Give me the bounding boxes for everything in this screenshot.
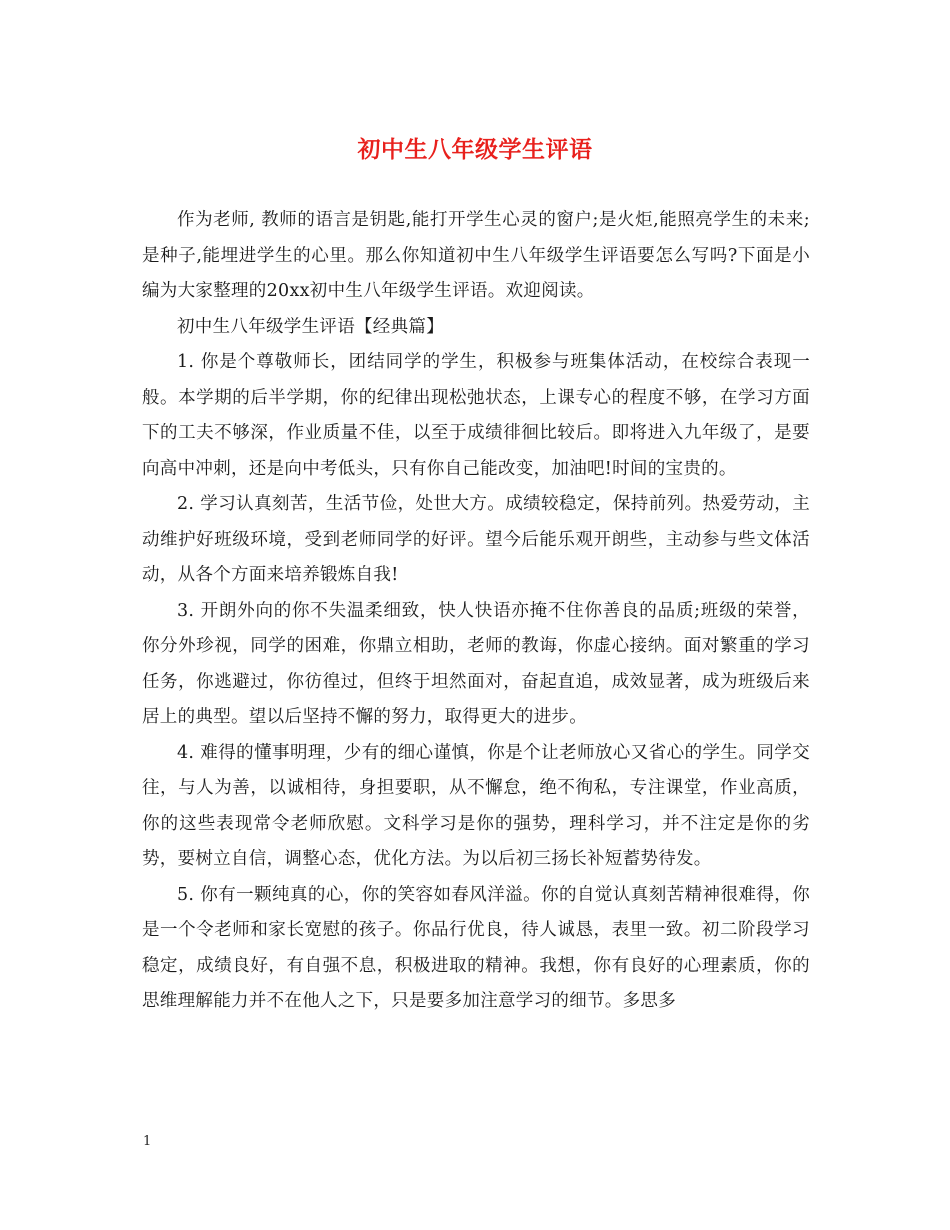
document-body: [142, 203, 810, 1020]
comment-paragraph-5: 5. 你有一颗纯真的心，你的笑容如春风洋溢。你的自觉认真刻苦精神很难得，你是一个令老师和家长宽慰的孩子。你品行优良，待人诚恳，表里一致。初二阶段学习稳定，成绩良好，有自强不息，积极进取的精神。我想，你有良好的心理素质，你的思维理解能力并不在他人之下，只是要多加注意学习的细节。多思多: [142, 884, 810, 1011]
comment-paragraph-2: 2. 学习认真刻苦，生活节俭，处世大方。成绩较稳定，保持前列。热爱劳动，主动维护好班级环境，受到老师同学的好评。望今后能乐观开朗些，主动参与些文体活动，从各个方面来培养锻炼自我!: [142, 494, 810, 585]
comment-paragraph-3: 3. 开朗外向的你不失温柔细致，快人快语亦掩不住你善良的品质;班级的荣誉，你分外珍视，同学的困难，你鼎立相助，老师的教诲，你虚心接纳。面对繁重的学习任务，你逃避过，你彷徨过，但终于坦然面对，奋起直追，成效显著，成为班级后来居上的典型。望以后坚持不懈的努力，取得更大的进步。: [142, 600, 810, 727]
intro-paragraph: 作为老师, 教师的语言是钥匙,能打开学生心灵的窗户;是火炬,能照亮学生的未来;是种子,能埋进学生的心里。那么你知道初中生八年级学生评语要怎么写吗?下面是小编为大家整理的20xx初中生八年级学生评语。欢迎阅读。: [142, 210, 810, 301]
page-number: 1: [143, 1134, 152, 1149]
comment-paragraph-1: 1. 你是个尊敬师长，团结同学的学生，积极参与班集体活动，在校综合表现一般。本学期的后半学期，你的纪律出现松弛状态，上课专心的程度不够，在学习方面下的工夫不够深，作业质量不佳，以至于成绩徘徊比较后。即将进入九年级了，是要向高中冲刺，还是向中考低头，只有你自己能改变，加油吧!时间的宝贵的。: [142, 352, 810, 479]
comment-paragraph-4: 4. 难得的懂事明理，少有的细心谨慎，你是个让老师放心又省心的学生。同学交往，与人为善，以诚相待，身担要职，从不懈怠，绝不徇私，专注课堂，作业高质，你的这些表现常令老师欣慰。文科学习是你的强势，理科学习，并不注定是你的劣势，要树立自信，调整心态，优化方法。为以后初三扬长补短蓄势待发。: [142, 742, 810, 869]
section-heading: 初中生八年级学生评语【经典篇】: [177, 316, 444, 337]
document-title: 初中生八年级学生评语: [357, 136, 593, 163]
